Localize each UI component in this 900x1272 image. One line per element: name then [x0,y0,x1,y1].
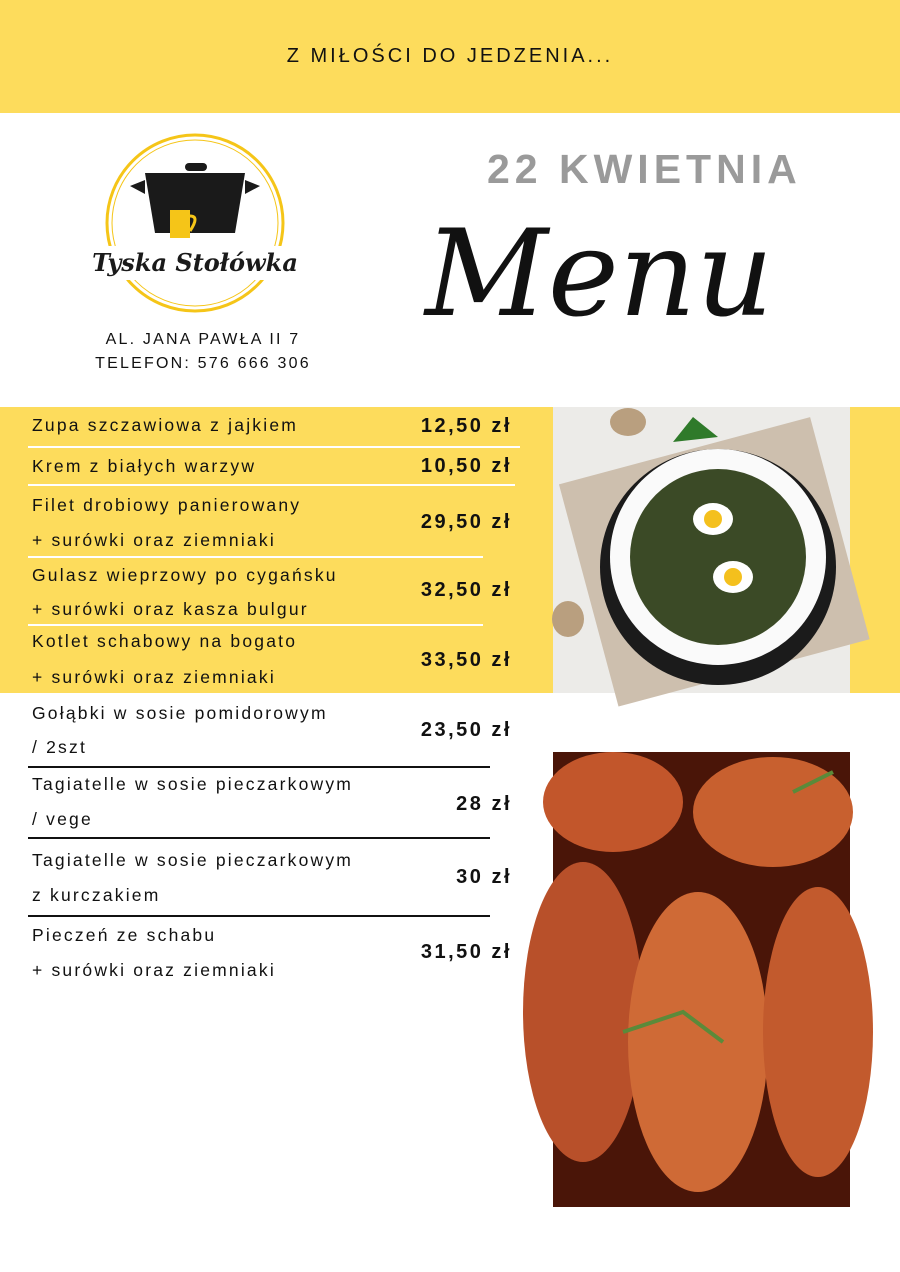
menu-item-price: 28 zł [456,793,512,815]
menu-title [415,195,774,375]
menu-item-price: 29,50 zł [420,511,512,533]
menu-date: 22 KWIETNIA [487,146,802,192]
menu-item-name: Pieczeń ze schabu [32,925,217,945]
svg-text:Menu: Menu [425,205,774,344]
menu-item-detail: / 2szt [32,737,88,757]
menu-item-detail: + surówki oraz ziemniaki [32,960,276,980]
divider [28,446,520,448]
menu-item-price: 30 zł [456,866,512,888]
menu-item-name: Kotlet schabowy na bogato [32,631,298,651]
menu-item-detail: z kurczakiem [32,885,161,905]
divider [28,766,490,768]
svg-text:Tyska Stołówka: Tyska Stołówka [92,248,298,277]
menu-item-detail: + surówki oraz ziemniaki [32,667,276,687]
divider [28,915,490,917]
menu-item-name: Gołąbki w sosie pomidorowym [32,703,328,723]
menu-item-detail: + surówki oraz kasza bulgur [32,599,309,619]
menu-item-detail: / vege [32,809,93,829]
menu-item-price: 23,50 zł [420,719,512,741]
stuffed-cabbage-photo [553,752,850,1207]
tagline: Z MIŁOŚCI DO JEDZENIA... [286,45,614,67]
logo-icon [92,128,298,318]
menu-item-name: Zupa szczawiowa z jajkiem [32,415,299,435]
phone: TELEFON: 576 666 306 [95,355,311,372]
menu-item-price: 32,50 zł [420,579,512,601]
divider [28,556,483,558]
menu-item-detail: + surówki oraz ziemniaki [32,530,276,550]
menu-item-price: 12,50 zł [420,415,512,437]
menu-item-price: 31,50 zł [420,941,512,963]
menu-item-price: 33,50 zł [420,649,512,671]
menu-item-price: 10,50 zł [420,455,512,477]
soup-photo [553,407,850,693]
address: AL. JANA PAWŁA II 7 [105,331,301,348]
divider [28,837,490,839]
menu-item-name: Tagiatelle w sosie pieczarkowym [32,774,354,794]
header-band [0,0,900,113]
divider [28,624,483,626]
menu-item-name: Tagiatelle w sosie pieczarkowym [32,850,354,870]
menu-item-name: Gulasz wieprzowy po cygańsku [32,565,338,585]
menu-item-name: Krem z białych warzyw [32,456,257,476]
menu-item-name: Filet drobiowy panierowany [32,495,302,515]
divider [28,484,515,486]
